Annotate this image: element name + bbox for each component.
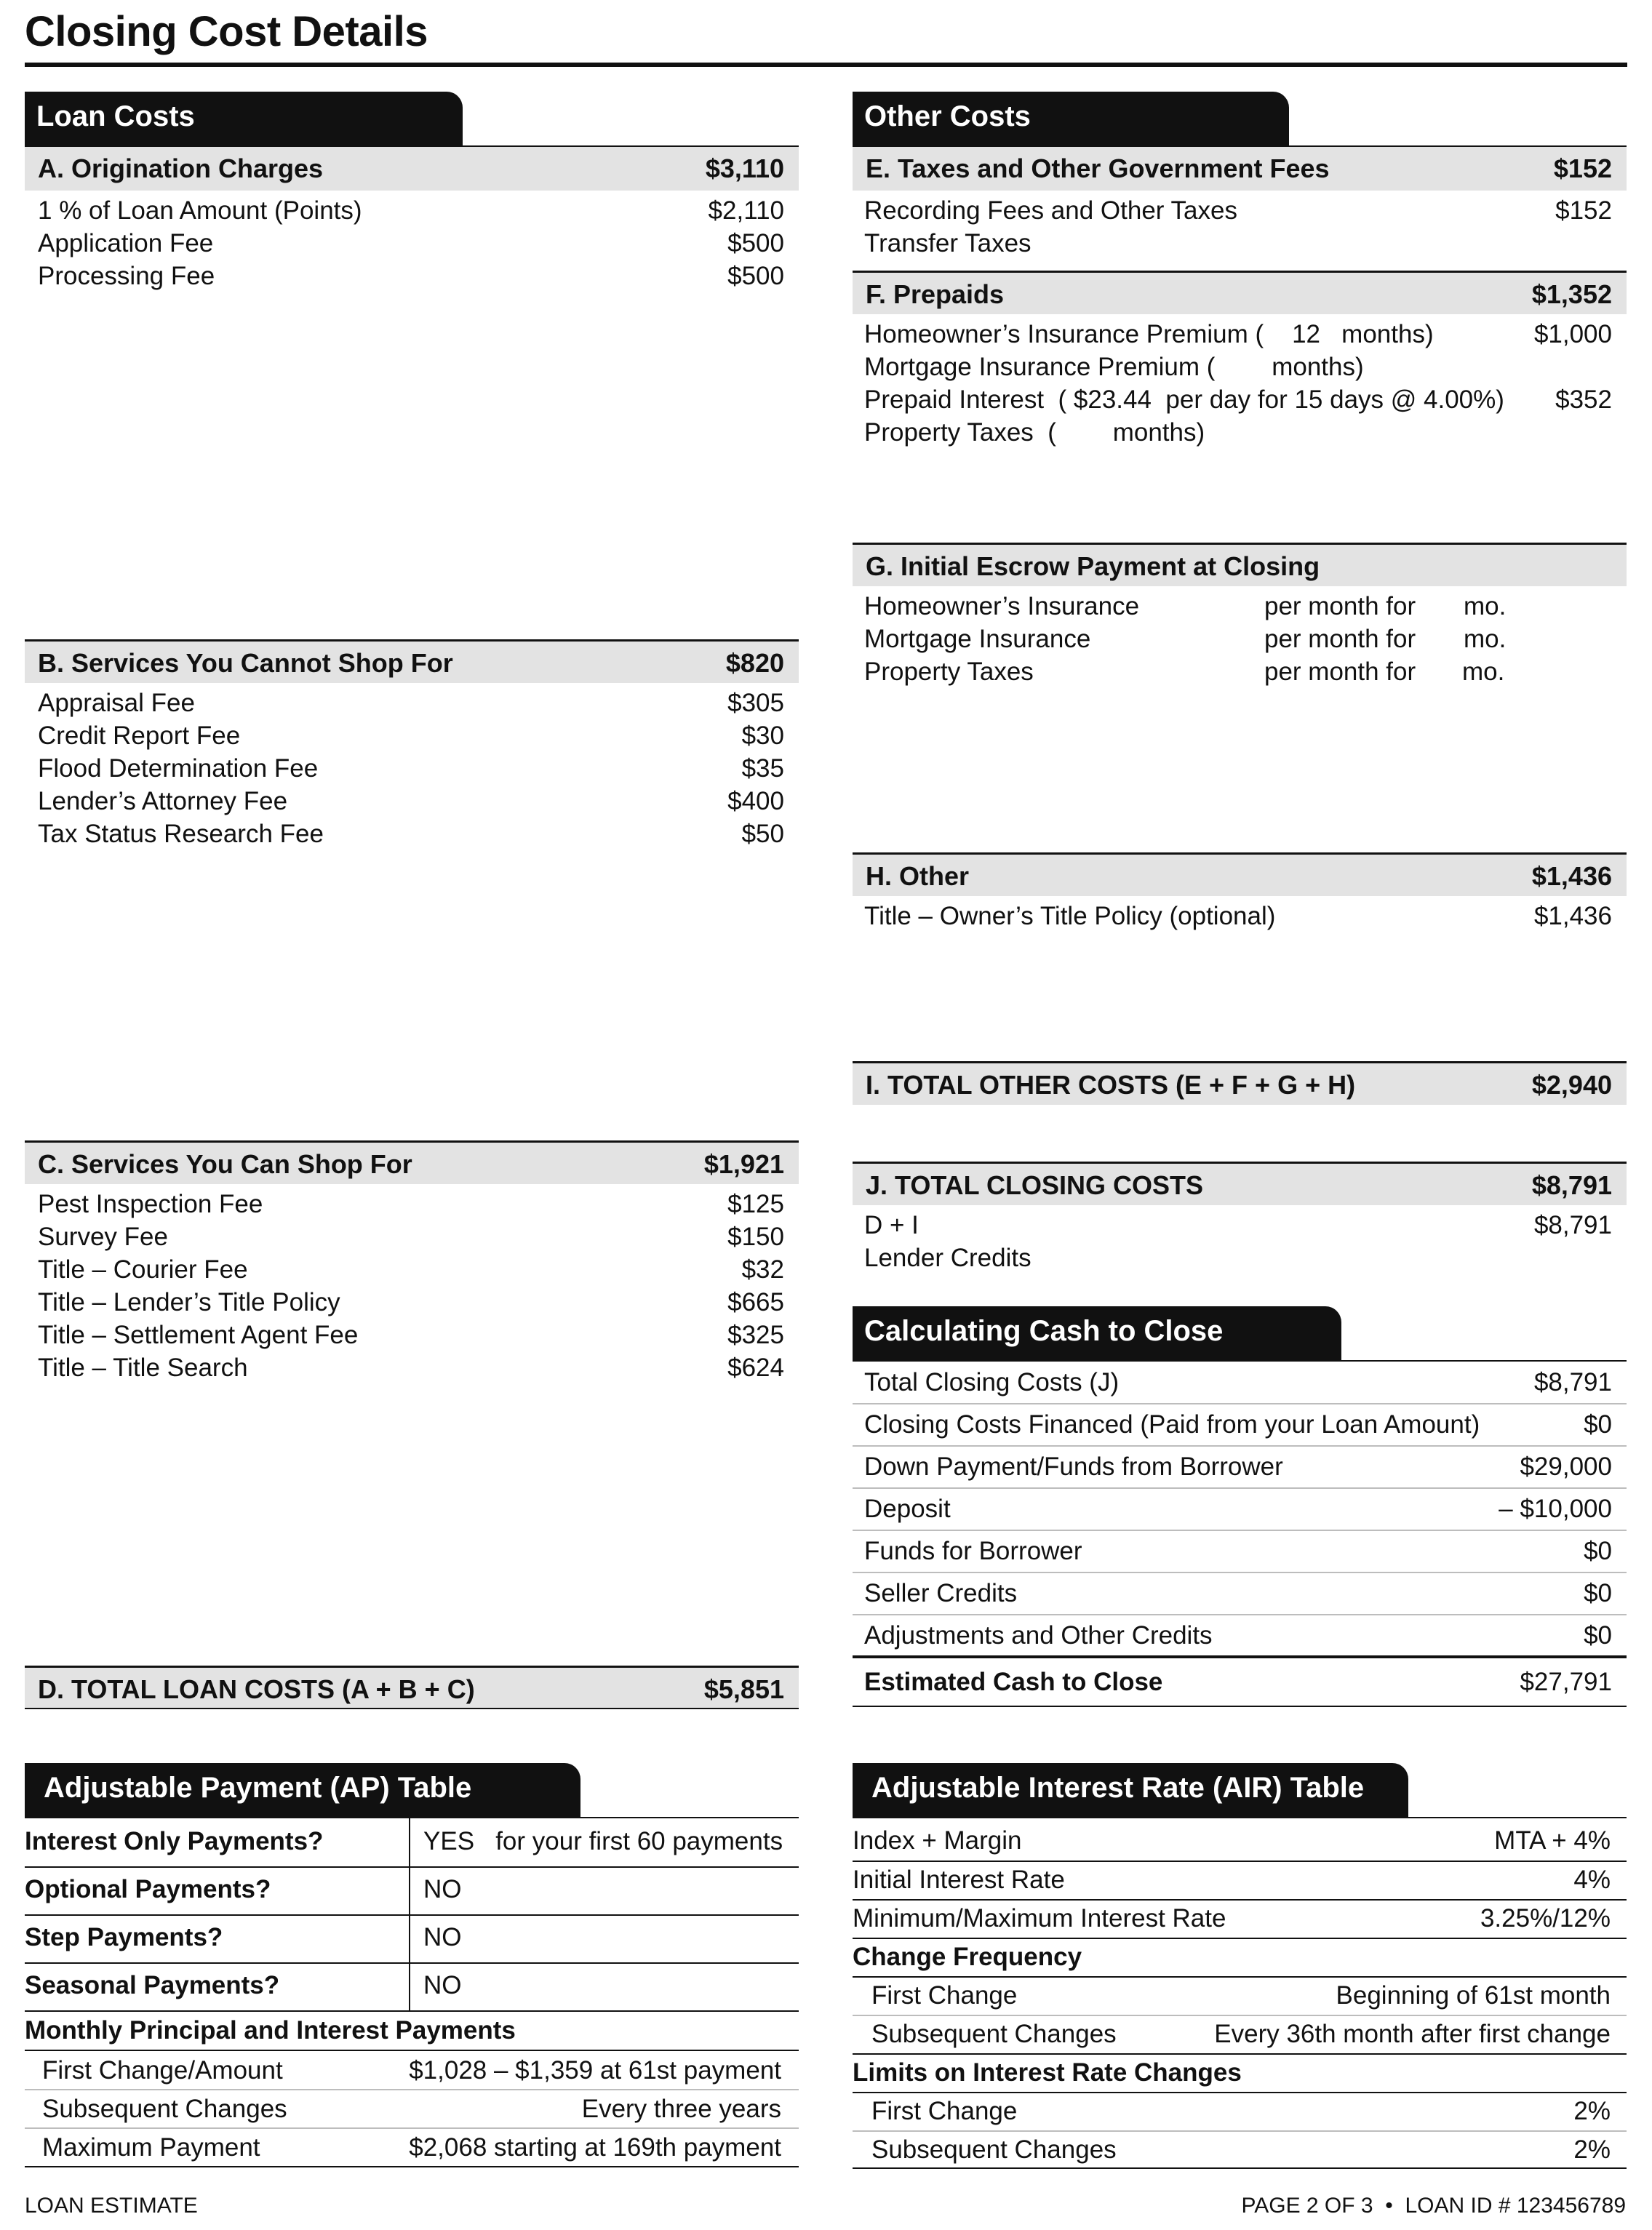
- row-label: Property Taxes ( months): [864, 418, 1205, 447]
- section-b-amount: $820: [725, 648, 784, 678]
- section-f-row: [864, 416, 1612, 449]
- title-rule: [25, 63, 1627, 67]
- section-a-amount: $3,110: [705, 153, 784, 183]
- row-amount: $2,110: [708, 196, 784, 225]
- section-c-label: C. Services You Can Shop For: [38, 1149, 412, 1179]
- section-g-row: [864, 655, 1612, 688]
- row-label: Tax Status Research Fee: [38, 820, 324, 848]
- row-value: Every three years: [581, 2095, 781, 2123]
- limits-heading: Limits on Interest Rate Changes: [853, 2058, 1242, 2087]
- row-label: Credit Report Fee: [38, 722, 241, 750]
- row-value: 3.25%/12%: [1480, 1904, 1611, 1933]
- section-h-header: [853, 852, 1627, 896]
- ap-row-label: Optional Payments?: [25, 1875, 271, 1903]
- row-amount: $32: [741, 1255, 784, 1284]
- section-f-row: [864, 383, 1612, 416]
- row-amount: $1,436: [1533, 902, 1612, 930]
- row-label: Seller Credits: [864, 1579, 1018, 1607]
- section-a-label: A. Origination Charges: [38, 153, 324, 183]
- row-label: Total Closing Costs (J): [864, 1368, 1120, 1396]
- ap-row: [25, 1962, 799, 2010]
- row-label: Adjustments and Other Credits: [864, 1621, 1213, 1650]
- row-per-month: per month for: [1264, 592, 1416, 620]
- row-amount: $0: [1584, 1410, 1612, 1439]
- change-frequency-heading: Change Frequency: [853, 1943, 1082, 1971]
- section-a-row: [38, 194, 784, 227]
- cash-row: [853, 1488, 1627, 1530]
- row-label: Subsequent Changes: [871, 2020, 1117, 2048]
- ap-row-value: NO: [423, 1923, 462, 1951]
- row-label: Appraisal Fee: [38, 689, 195, 717]
- section-e-row: [864, 227, 1612, 260]
- row-label: Prepaid Interest ( $23.44 per day for 15 days @ 4.00%): [864, 385, 1504, 414]
- ap-monthly-row: [25, 2051, 799, 2090]
- ap-row-value: NO: [423, 1971, 462, 1999]
- air-row: [853, 1899, 1627, 1938]
- row-value: $2,068 starting at 169th payment: [409, 2133, 781, 2162]
- row-amount: $400: [727, 787, 784, 815]
- cash-row: [853, 1530, 1627, 1572]
- row-label: Funds for Borrower: [864, 1537, 1082, 1565]
- row-amount: $325: [727, 1321, 784, 1349]
- ap-monthly-heading: Monthly Principal and Interest Payments: [25, 2016, 516, 2045]
- section-b-row: [38, 752, 784, 785]
- row-label: Pest Inspection Fee: [38, 1190, 263, 1218]
- ap-monthly-row: [25, 2090, 799, 2128]
- air-row: [853, 2092, 1627, 2130]
- section-c-row: [38, 1220, 784, 1253]
- section-a-row: [38, 227, 784, 260]
- row-per-month: per month for: [1264, 625, 1416, 653]
- section-j-header: [853, 1162, 1627, 1205]
- section-d-amount: $5,851: [703, 1674, 784, 1704]
- section-b-row: [38, 818, 784, 850]
- row-unit: mo.: [1464, 592, 1507, 620]
- row-label: Flood Determination Fee: [38, 754, 319, 783]
- ap-row: [25, 1914, 799, 1962]
- air-row: [853, 2130, 1627, 2169]
- ap-column-divider: [409, 1818, 410, 2010]
- section-h-row: [864, 900, 1612, 932]
- ap-monthly-row: [25, 2128, 799, 2167]
- ap-row: [25, 1818, 799, 1866]
- section-g-row: [864, 623, 1612, 655]
- section-i-label: I. TOTAL OTHER COSTS (E + F + G + H): [866, 1070, 1356, 1100]
- air-row: [853, 1976, 1627, 2015]
- row-label: Minimum/Maximum Interest Rate: [853, 1904, 1226, 1933]
- section-c-row: [38, 1351, 784, 1384]
- section-b-label: B. Services You Cannot Shop For: [38, 648, 453, 678]
- section-e-row: [864, 194, 1612, 227]
- row-label: First Change: [871, 1981, 1018, 2010]
- section-a-row: [38, 260, 784, 292]
- section-g-row: [864, 590, 1612, 623]
- air-change-heading-row: [853, 1938, 1627, 1976]
- row-label: Initial Interest Rate: [853, 1866, 1065, 1894]
- air-table-tab: Adjustable Interest Rate (AIR) Table: [853, 1763, 1408, 1818]
- section-b-header: [25, 639, 799, 683]
- row-value: Beginning of 61st month: [1336, 1981, 1611, 2010]
- row-label: Homeowner’s Insurance Premium ( 12 months): [864, 320, 1434, 348]
- row-amount: $8,791: [1533, 1368, 1612, 1396]
- row-divider: [25, 2010, 799, 2012]
- row-label: Mortgage Insurance Premium ( months): [864, 353, 1364, 381]
- air-bottom-rule: [853, 2167, 1627, 2169]
- row-amount: $152: [1555, 196, 1612, 225]
- section-e-header: [853, 147, 1627, 191]
- row-label: Homeowner’s Insurance: [864, 592, 1140, 620]
- section-f-row: [864, 351, 1612, 383]
- ap-row-label: Step Payments?: [25, 1923, 223, 1951]
- row-unit: mo.: [1464, 625, 1507, 653]
- row-label: Mortgage Insurance: [864, 625, 1091, 653]
- row-amount: $0: [1584, 1579, 1612, 1607]
- section-a-header: [25, 147, 799, 191]
- cash-to-close-tab: Calculating Cash to Close: [853, 1306, 1341, 1362]
- section-j-amount: $8,791: [1531, 1170, 1612, 1200]
- row-amount: $624: [727, 1354, 784, 1382]
- section-c-row: [38, 1286, 784, 1319]
- section-b-row: [38, 719, 784, 752]
- section-d-label: D. TOTAL LOAN COSTS (A + B + C): [38, 1674, 475, 1704]
- section-h-amount: $1,436: [1531, 861, 1612, 891]
- row-label: Index + Margin: [853, 1826, 1022, 1855]
- row-label: D + I: [864, 1211, 919, 1239]
- section-h-label: H. Other: [866, 861, 970, 891]
- row-label: Lender’s Attorney Fee: [38, 787, 288, 815]
- row-label: Subsequent Changes: [42, 2095, 287, 2123]
- row-amount: $35: [741, 754, 784, 783]
- total-label: Estimated Cash to Close: [864, 1668, 1163, 1696]
- row-amount: $125: [727, 1190, 784, 1218]
- section-j-label: J. TOTAL CLOSING COSTS: [866, 1170, 1204, 1200]
- row-label: Title – Courier Fee: [38, 1255, 248, 1284]
- row-label: Title – Title Search: [38, 1354, 248, 1382]
- section-f-label: F. Prepaids: [866, 279, 1005, 309]
- section-c-row: [38, 1253, 784, 1286]
- air-row: [853, 1861, 1627, 1899]
- section-b-row: [38, 687, 784, 719]
- row-value: MTA + 4%: [1494, 1826, 1611, 1855]
- ap-row-value: YES for your first 60 payments: [423, 1827, 783, 1855]
- total-divider: [853, 1655, 1627, 1658]
- section-i-amount: $2,940: [1531, 1070, 1612, 1100]
- row-value: Every 36th month after first change: [1214, 2020, 1611, 2048]
- row-per-month: per month for: [1264, 658, 1416, 686]
- air-row: [853, 2015, 1627, 2053]
- ap-row-value: NO: [423, 1875, 462, 1903]
- row-label: Application Fee: [38, 229, 214, 257]
- cash-row: [853, 1446, 1627, 1487]
- row-label: Recording Fees and Other Taxes: [864, 196, 1237, 225]
- section-j-row: [864, 1209, 1612, 1242]
- row-label: Processing Fee: [38, 262, 215, 290]
- row-label: Down Payment/Funds from Borrower: [864, 1452, 1283, 1481]
- section-f-row: [864, 318, 1612, 351]
- section-g-header: [853, 543, 1627, 586]
- air-table-tab-line: [853, 1817, 1627, 1818]
- cash-total-row: [853, 1661, 1627, 1703]
- row-value: 2%: [1573, 2097, 1611, 2125]
- row-amount: $665: [727, 1288, 784, 1316]
- air-limits-heading-row: [853, 2053, 1627, 2092]
- row-amount: $30: [741, 722, 784, 750]
- row-unit: mo.: [1462, 658, 1505, 686]
- row-label: First Change: [871, 2097, 1018, 2125]
- row-amount: $500: [727, 262, 784, 290]
- row-label: Lender Credits: [864, 1244, 1031, 1272]
- row-amount: $29,000: [1520, 1452, 1612, 1481]
- page-title: Closing Cost Details: [25, 8, 428, 55]
- cash-row: [853, 1404, 1627, 1445]
- section-c-amount: $1,921: [703, 1149, 784, 1179]
- section-e-amount: $152: [1553, 153, 1612, 183]
- row-label: Transfer Taxes: [864, 229, 1031, 257]
- row-label: Survey Fee: [38, 1223, 168, 1251]
- section-f-amount: $1,352: [1531, 279, 1612, 309]
- section-d-header: [25, 1666, 799, 1709]
- total-amount: $27,791: [1520, 1668, 1612, 1696]
- row-amount: $8,791: [1533, 1211, 1612, 1239]
- footer-right: PAGE 2 OF 3 • LOAN ID # 123456789: [1241, 2194, 1626, 2218]
- ap-bottom-rule: [25, 2166, 799, 2167]
- section-f-header: [853, 271, 1627, 314]
- section-c-row: [38, 1319, 784, 1351]
- row-label: 1 % of Loan Amount (Points): [38, 196, 362, 225]
- row-label: Title – Settlement Agent Fee: [38, 1321, 359, 1349]
- row-label: First Change/Amount: [42, 2056, 283, 2085]
- section-i-header: [853, 1061, 1627, 1105]
- row-amount: $0: [1584, 1621, 1612, 1650]
- row-label: Closing Costs Financed (Paid from your Loan Amount): [864, 1410, 1480, 1439]
- cash-row: [853, 1572, 1627, 1614]
- row-label: Deposit: [864, 1495, 951, 1523]
- ap-row-label: Seasonal Payments?: [25, 1971, 280, 1999]
- row-label: Title – Owner’s Title Policy (optional): [864, 902, 1276, 930]
- ap-table-tab: Adjustable Payment (AP) Table: [25, 1763, 580, 1818]
- section-c-header: [25, 1140, 799, 1184]
- row-amount: $0: [1584, 1537, 1612, 1565]
- row-amount: $500: [727, 229, 784, 257]
- row-amount: $50: [741, 820, 784, 848]
- row-label: Maximum Payment: [42, 2133, 260, 2162]
- other-costs-tab: Other Costs: [853, 92, 1289, 147]
- cash-row: [853, 1362, 1627, 1403]
- section-b-row: [38, 785, 784, 818]
- loan-costs-tab: Loan Costs: [25, 92, 463, 147]
- cash-row: [853, 1615, 1627, 1656]
- section-j-row: [864, 1242, 1612, 1274]
- footer-left: LOAN ESTIMATE: [25, 2194, 198, 2218]
- row-value: 2%: [1573, 2135, 1611, 2164]
- row-amount: – $10,000: [1499, 1495, 1612, 1523]
- row-label: Title – Lender’s Title Policy: [38, 1288, 340, 1316]
- section-g-label: G. Initial Escrow Payment at Closing: [866, 551, 1320, 581]
- ap-row-label: Interest Only Payments?: [25, 1827, 324, 1855]
- section-e-label: E. Taxes and Other Government Fees: [866, 153, 1330, 183]
- ap-row: [25, 1866, 799, 1914]
- row-amount: $150: [727, 1223, 784, 1251]
- row-value: 4%: [1573, 1866, 1611, 1894]
- cash-bottom-rule: [853, 1706, 1627, 1707]
- row-amount: $305: [727, 689, 784, 717]
- row-amount: $352: [1555, 385, 1612, 414]
- row-value: $1,028 – $1,359 at 61st payment: [409, 2056, 781, 2085]
- row-amount: $1,000: [1533, 320, 1612, 348]
- row-label: Property Taxes: [864, 658, 1034, 686]
- air-row: [853, 1821, 1627, 1860]
- section-c-row: [38, 1188, 784, 1220]
- row-label: Subsequent Changes: [871, 2135, 1117, 2164]
